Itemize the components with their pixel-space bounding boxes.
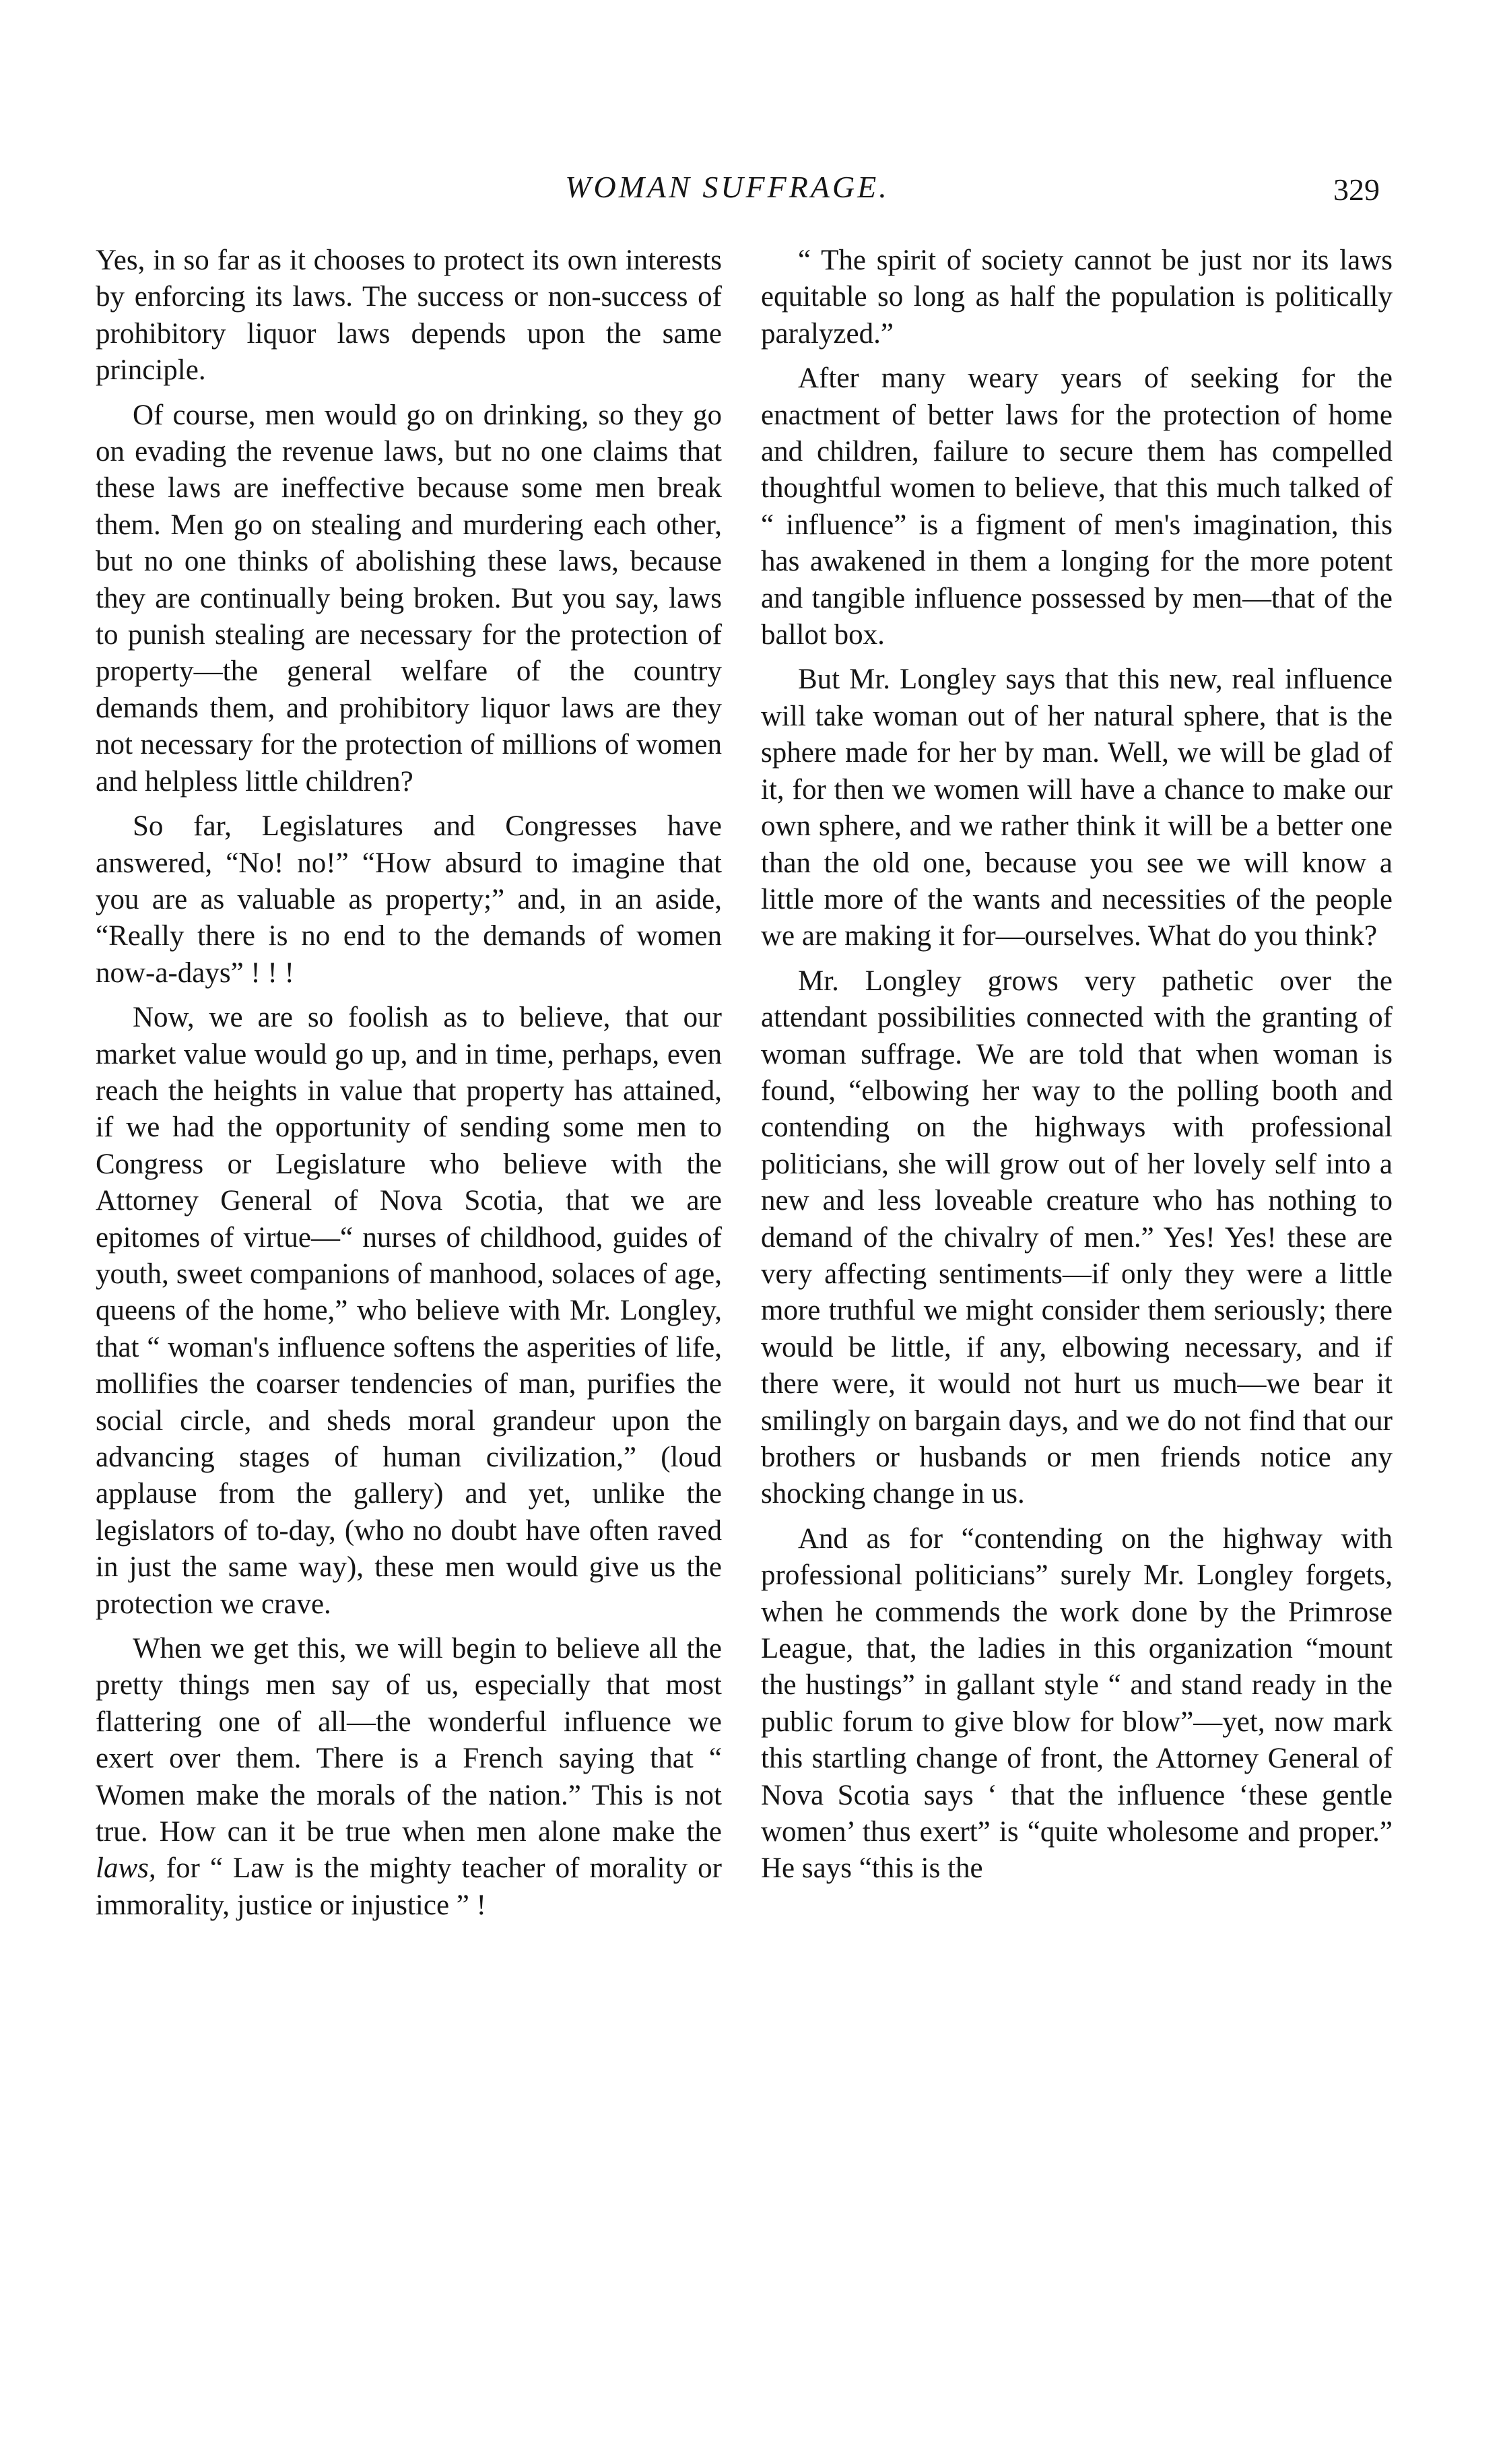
paragraph: And as for “contending on the highway with professional politicians” surely Mr. Longley forgets, when he commends the work done by the Primrose League, that, the ladies in this organization “mount the hustings” in gallant style “ and stand ready in the public forum to give blow for blow”—yet, now mark this startling change of front, the Attorney General of Nova Scotia says ‘ that the influence ‘these gentle women’ thus exert” is “quite wholesome and proper.” He says “this is the (761, 1522, 1393, 1885)
left-column (96, 242, 722, 1932)
right-column (761, 242, 1393, 1895)
paragraph: Mr. Longley grows very pathetic over the attendant possibilities connected with the granting of woman suffrage. We are told that when woman is found, “elbowing her way to the polling booth and contending on the highways with professional politicians, she will grow out of her lovely self into a new and less loveable creature who has nothing to demand of the chivalry of men.” Yes! Yes! these are very affecting sentiments—if only they were a little more truthful we might consider them seriously; there would be little, if any, elbowing necessary, and if there were, it would not hurt us much—we bear it smilingly on bargain days, and we do not find that our brothers or husbands or men friends notice any shocking change in us. (761, 965, 1393, 1510)
paragraph (96, 1631, 722, 1924)
paragraph-text: for “ Law is the mighty teacher of morality or immorality, justice or injustice ” ! (96, 1852, 722, 1921)
paragraph: After many weary years of seeking for the enactment of better laws for the protection of home and children, failure to secure them has compelled thoughtful women to believe, that this much talked of “ influence” is a figment of men's imagination, this has awakened in them a longing for the more potent and tangible influence possessed by men—that of the ballot box. (761, 362, 1393, 651)
running-head (0, 167, 1505, 207)
paragraph-text: When we get this, we will begin to believe all the pretty things men say of us, especially that most flattering one of all—the wonderful influence we exert over them. There is a French saying that “ Women make the morals of the nation.” This is not true. How can it be true when men alone make the (96, 1633, 722, 1848)
paragraph: Of course, men would go on drinking, so they go on evading the revenue laws, but no one claims that these laws are ineffective because some men break them. Men go on stealing and murdering each other, but no one thinks of abolishing these laws, because they are continually being broken. But you say, laws to punish stealing are necessary for the protection of property—the general welfare of the country demands them, and prohibitory liquor laws are they not necessary for the protection of millions of women and helpless little children? (96, 399, 722, 798)
paragraph: Yes, in so far as it chooses to protect its own interests by enforcing its laws. The success or non-success of prohibitory liquor laws depends upon the same principle. (96, 245, 722, 387)
italic-word: laws, (96, 1852, 156, 1885)
paragraph: Now, we are so foolish as to believe, that our market value would go up, and in time, perhaps, even reach the heights in value that property has attained, if we had the opportunity of sending some men to Congress or Legislature who believe with the Attorney General of Nova Scotia, that we are epitomes of virtue—“ nurses of childhood, guides of youth, sweet companions of manhood, solaces of age, queens of the home,” who believe with Mr. Longley, that “ woman's influence softens the asperities of life, mollifies the coarser tendencies of man, purifies the social circle, and sheds moral grandeur upon the advancing stages of human civilization,” (loud applause from the gallery) and yet, unlike the legislators of to-day, (who no doubt have often raved in just the same way), these men would give us the protection we crave. (96, 1002, 722, 1620)
paragraph: “ The spirit of society cannot be just nor its laws equitable so long as half the population is politically paralyzed.” (761, 245, 1393, 350)
page-number: 329 (1333, 172, 1380, 207)
paragraph: But Mr. Longley says that this new, real influence will take woman out of her natural sphere, that is the sphere made for her by man. Well, we will be glad of it, for then we women will have a chance to make our own sphere, and we rather think it will be a better one than the old one, because you see we will know a little more of the wants and necessities of the people we are making it for—ourselves. What do you think? (761, 663, 1393, 952)
running-title: WOMAN SUFFRAGE. (565, 170, 890, 204)
paragraph: So far, Legislatures and Congresses have answered, “No! no!” “How absurd to imagine that you are as valuable as property;” and, in an aside, “Really there is no end to the demands of women now-a-days” ! ! ! (96, 810, 722, 989)
